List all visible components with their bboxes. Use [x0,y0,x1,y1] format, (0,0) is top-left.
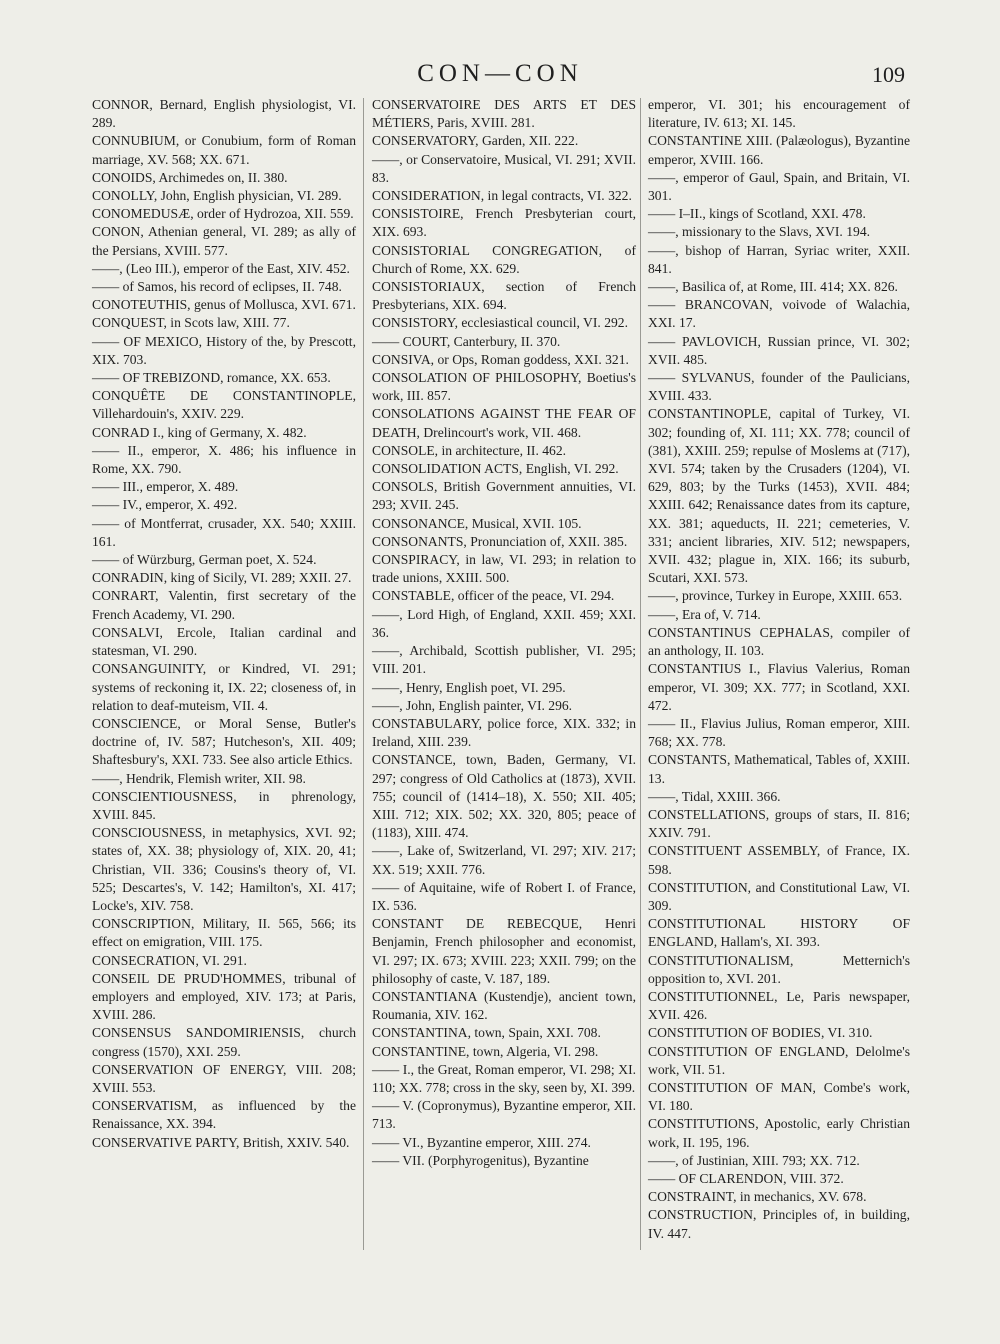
index-entry: CONSANGUINITY, or Kindred, VI. 291; systems of reckoning it, IX. 22; closeness of, in relation to deaf-muteism, VII. 4. [92,661,356,713]
index-entry: —— PAVLOVICH, Russian prince, VI. 302; XVII. 485. [648,333,910,367]
index-entry: —— OF TREBIZOND, romance, XX. 653. [92,370,331,386]
index-entry: —— III., emperor, X. 489. [92,479,239,495]
index-entry: CONSTRAINT, in mechanics, XV. 678. [648,1189,867,1205]
index-entry: CONSTANTINE, town, Algeria, VI. 298. [372,1043,599,1059]
index-entry: CONSTITUENT ASSEMBLY, of France, IX. 598. [648,843,910,877]
index-entry: CONSTRUCTION, Principles of, in building, IV. 447. [648,1207,910,1241]
index-entry: CONSECRATION, VI. 291. [92,952,247,968]
index-entry: ——, Lord High, of England, XXII. 459; XXI. 36. [372,606,636,640]
index-entry: CONSISTOIRE, French Presbyterian court, XIX. 693. [372,206,636,240]
index-entry: CONSOLATION OF PHILOSOPHY, Boetius's work, III. 857. [372,370,636,404]
index-entry: —— of Würzburg, German poet, X. 524. [92,552,317,568]
page-number: 109 [872,62,905,87]
index-entry: CONQUEST, in Scots law, XIII. 77. [92,315,290,331]
index-entry: CONSIDERATION, in legal contracts, VI. 322. [372,188,632,204]
index-entry: —— I., the Great, Roman emperor, VI. 298; XI. 110; XX. 778; cross in the sky, seen by, XI. 399. [372,1061,636,1095]
index-entry: CONSALVI, Ercole, Italian cardinal and statesman, VI. 290. [92,624,356,659]
index-entry: CONSERVATORY, Garden, XII. 222. [372,133,579,149]
index-entry: CONSTANTS, Mathematical, Tables of, XXIII. 13. [648,752,910,786]
index-entry: CONOMEDUSÆ, order of Hydrozoa, XII. 559. [92,206,354,222]
index-entry: CONSTANTINOPLE, capital of Turkey, VI. 302; founding of, XI. 111; XX. 778; council of (381), XXIII. 259; repulse of Moslems at (717), XVI. 574; taken by the Crusaders (1204), VI. 629, 803; by the Turks (1453), XVII. 484; XXIII. 642; Renaissance dates from its capture, XX. 381; aqueducts, II. 221; cemeteries, V. 331; ancient libraries, XIV. 512; newspapers, XVII. 432; plague in, XIX. 166; its suburb, Scutari, XXI. 573. [648,406,910,586]
index-entry: ——, Basilica of, at Rome, III. 414; XX. 826. [648,279,898,295]
index-entry: CONSISTORIAL CONGREGATION, of Church of Rome, XX. 629. [372,242,636,276]
index-entry: CONSTITUTIONS, Apostolic, early Christian work, II. 195, 196. [648,1116,910,1150]
index-entry: ——, of Justinian, XIII. 793; XX. 712. [648,1152,860,1168]
index-entry: ——, emperor of Gaul, Spain, and Britain, VI. 301. [648,169,910,204]
index-entry: ——, Tidal, XXIII. 366. [648,788,781,804]
running-head: CON—CON [417,60,583,87]
index-entry: —— OF CLARENDON, VIII. 372. [648,1170,844,1186]
index-entry: —— BRANCOVAN, voivode of Walachia, XXI. 17. [648,297,910,331]
index-entry: CONSERVATOIRE DES ARTS ET DES MÉTIERS, Paris, XVIII. 281. [372,97,636,131]
index-entry: —— IV., emperor, X. 492. [92,497,238,513]
index-column-2 [372,96,636,1170]
index-entry: CONSCRIPTION, Military, II. 565, 566; its effect on emigration, VIII. 175. [92,916,356,950]
index-entry: CONRART, Valentin, first secretary of the French Academy, VI. 290. [92,588,356,622]
index-entry: —— of Montferrat, crusader, XX. 540; XXIII. 161. [92,515,356,549]
index-entry: —— OF MEXICO, History of the, by Prescott, XIX. 703. [92,333,356,367]
index-entry: CONNOR, Bernard, English physiologist, VI. 289. [92,97,356,131]
index-entry: CONQUÊTE DE CONSTANTINOPLE, Villehardouin's, XXIV. 229. [92,388,356,422]
index-entry: CONSERVATIVE PARTY, British, XXIV. 540. [92,1134,350,1150]
index-column-3 [648,96,910,1243]
index-entry: CONSTANTINUS CEPHALAS, compiler of an anthology, II. 103. [648,624,910,659]
index-entry: —— I–II., kings of Scotland, XXI. 478. [648,206,866,222]
index-entry: CONSONANTS, Pronunciation of, XXII. 385. [372,533,628,549]
index-entry: ——, missionary to the Slavs, XVI. 194. [648,224,871,240]
index-entry: CONSONANCE, Musical, XVII. 105. [372,515,582,531]
index-entry: CONSIVA, or Ops, Roman goddess, XXI. 321. [372,351,629,367]
index-entry: —— COURT, Canterbury, II. 370. [372,333,561,349]
index-entry: CONSTITUTION OF MAN, Combe's work, VI. 180. [648,1079,910,1114]
index-entry: ——, bishop of Harran, Syriac writer, XXII. 841. [648,242,910,276]
index-entry: CONSTABULARY, police force, XIX. 332; in Ireland, XIII. 239. [372,715,636,750]
index-entry: CONSTANCE, town, Baden, Germany, VI. 297; congress of Old Catholics at (1873), XVII. 755; council of (1414–18), X. 550; XII. 405; XIII. 712; XIX. 502; XX. 320, 805; peace of (1183), XIII. 474. [372,752,636,841]
index-entry: ——, Era of, V. 714. [648,606,761,622]
index-entry: CONSTELLATIONS, groups of stars, II. 816; XXIV. 791. [648,806,910,841]
index-entry: CONSTITUTIONAL HISTORY OF ENGLAND, Hallam's, XI. 393. [648,916,910,950]
index-entry: CONSTANTIANA (Kustendje), ancient town, Roumania, XIV. 162. [372,988,636,1023]
index-entry: CONSISTORY, ecclesiastical council, VI. 292. [372,315,628,331]
index-entry: CONSTANTINE XIII. (Palæologus), Byzantine emperor, XVIII. 166. [648,133,910,167]
index-column-1 [92,96,356,1152]
index-entry: ——, province, Turkey in Europe, XXIII. 653. [648,588,903,604]
index-entry: CONSTITUTIONNEL, Le, Paris newspaper, XVII. 426. [648,988,910,1023]
index-entry: CONSTABLE, officer of the peace, VI. 294. [372,588,615,604]
index-entry: ——, (Leo III.), emperor of the East, XIV. 452. [92,260,350,276]
index-entry: —— of Samos, his record of eclipses, II. 748. [92,279,342,295]
index-entry: —— II., Flavius Julius, Roman emperor, XIII. 768; XX. 778. [648,715,910,750]
index-entry: —— VII. (Porphyrogenitus), Byzantine [372,1152,589,1168]
index-entry: CONOIDS, Archimedes on, II. 380. [92,169,288,185]
index-entry: CONSOLATIONS AGAINST THE FEAR OF DEATH, Drelincourt's work, VII. 468. [372,406,636,440]
index-entry: CONSENSUS SANDOMIRIENSIS, church congress (1570), XXI. 259. [92,1025,356,1059]
index-entry: ——, Lake of, Switzerland, VI. 297; XIV. 217; XX. 519; XXII. 776. [372,843,636,877]
index-entry: —— SYLVANUS, founder of the Paulicians, XVIII. 433. [648,370,910,404]
index-entry: CONSERVATISM, as influenced by the Renaissance, XX. 394. [92,1098,356,1132]
index-entry: CONSOLIDATION ACTS, English, VI. 292. [372,461,619,477]
index-entry: —— V. (Copronymus), Byzantine emperor, XII. 713. [372,1098,636,1132]
index-entry: ——, Archibald, Scottish publisher, VI. 295; VIII. 201. [372,643,636,677]
index-entry: CONSCIENCE, or Moral Sense, Butler's doctrine of, IV. 587; Hutcheson's, XII. 409; Shaftesbury's, XXI. 733. See also article Ethics. [92,715,356,768]
index-entry: CONSOLE, in architecture, II. 462. [372,442,567,458]
index-entry: CONNUBIUM, or Conubium, form of Roman marriage, XV. 568; XX. 671. [92,133,356,167]
index-entry: —— VI., Byzantine emperor, XIII. 274. [372,1134,591,1150]
index-entry: CONSTANT DE REBECQUE, Henri Benjamin, French philosopher and economist, VI. 297; IX. 673; XVIII. 223; XXII. 799; on the philosophy of caste, V. 187, 189. [372,916,636,986]
index-entry: CONSCIENTIOUSNESS, in phrenology, XVIII. 845. [92,788,356,822]
index-entry: CONSTITUTION OF ENGLAND, Delolme's work, VII. 51. [648,1043,910,1077]
index-entry: CONSTITUTIONALISM, Metternich's opposition to, XVI. 201. [648,952,910,986]
index-entry: CONSTANTIUS I., Flavius Valerius, Roman emperor, VI. 309; XX. 777; in Scotland, XXI. 472. [648,661,910,713]
index-entry: ——, or Conservatoire, Musical, VI. 291; XVII. 83. [372,151,636,185]
index-entry: CONOLLY, John, English physician, VI. 289. [92,188,342,204]
index-entry: ——, Henry, English poet, VI. 295. [372,679,566,695]
index-entry: CONSTITUTION, and Constitutional Law, VI. 309. [648,879,910,913]
index-entry: CONOTEUTHIS, genus of Mollusca, XVI. 671. [92,297,356,313]
index-entry: —— of Aquitaine, wife of Robert I. of France, IX. 536. [372,879,636,913]
index-entry: CONSTITUTION OF BODIES, VI. 310. [648,1025,873,1041]
index-entry: CONSCIOUSNESS, in metaphysics, XVI. 92; states of, XX. 38; physiology of, XIX. 20, 41; Christian, VII. 336; Cousins's theory of, VI. 525; Descartes's, V. 142; Hamilton's, XI. 417; Locke's, XIV. 758. [92,825,356,913]
index-entry: CONSTANTINA, town, Spain, XXI. 708. [372,1025,601,1041]
index-entry: CONSERVATION OF ENERGY, VIII. 208; XVIII. 553. [92,1061,356,1095]
index-entry: CONRADIN, king of Sicily, VI. 289; XXII. 27. [92,570,352,586]
index-entry: CONRAD I., king of Germany, X. 482. [92,424,307,440]
index-entry: CONSISTORIAUX, section of French Presbyterians, XIX. 694. [372,279,636,313]
index-entry: ——, Hendrik, Flemish writer, XII. 98. [92,770,306,786]
index-entry: emperor, VI. 301; his encouragement of literature, IV. 613; XI. 145. [648,97,910,131]
index-entry: —— II., emperor, X. 486; his influence in Rome, XX. 790. [92,442,356,477]
index-entry: ——, John, English painter, VI. 296. [372,697,573,713]
index-entry: CONSOLS, British Government annuities, VI. 293; XVII. 245. [372,479,636,513]
index-entry: CONSEIL DE PRUD'HOMMES, tribunal of employers and employed, XIV. 173; at Paris, XVIII. 286. [92,970,356,1023]
index-entry: CONON, Athenian general, VI. 289; as ally of the Persians, XVIII. 577. [92,224,356,258]
index-entry: CONSPIRACY, in law, VI. 293; in relation to trade unions, XXIII. 500. [372,552,636,586]
